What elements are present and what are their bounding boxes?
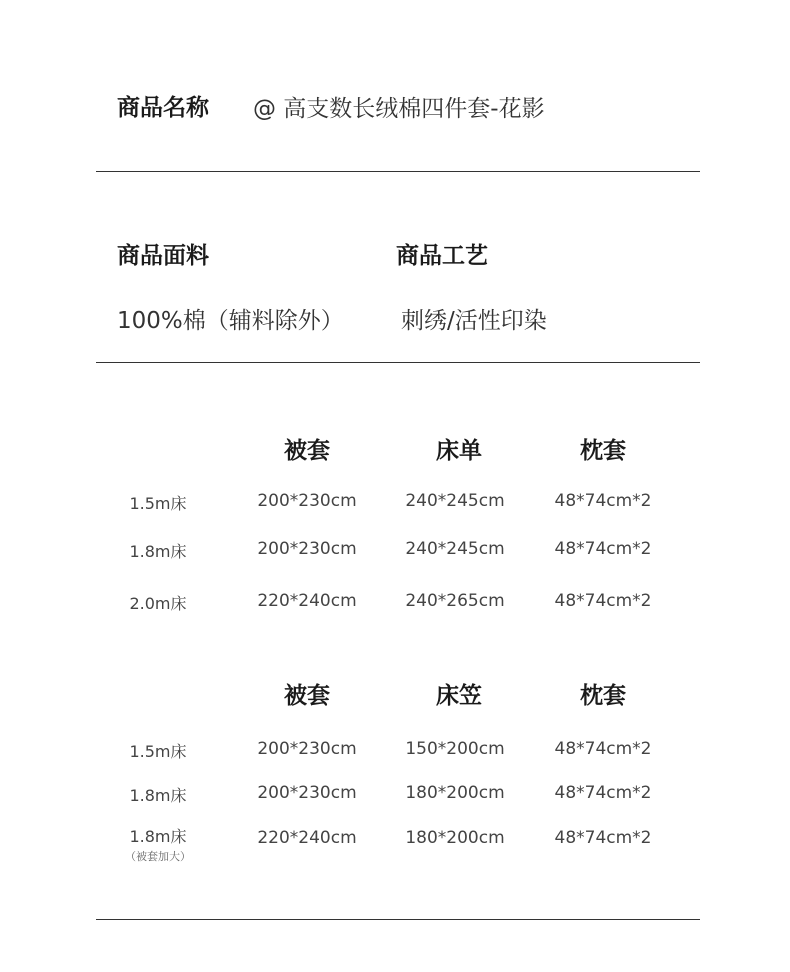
table-cell: 240*245cm	[405, 539, 505, 559]
table1-header-duvet: 被套	[284, 438, 330, 464]
table-cell: 200*230cm	[257, 491, 357, 511]
row-label: 2.0m床	[129, 594, 187, 613]
table-cell: 180*200cm	[405, 828, 505, 848]
table2-header-pillowcase: 枕套	[580, 683, 626, 709]
divider-top	[96, 171, 700, 172]
table-cell: 220*240cm	[257, 828, 357, 848]
table-cell: 48*74cm*2	[554, 539, 652, 559]
craft-value: 刺绣/活性印染	[401, 308, 547, 334]
table-cell: 200*230cm	[257, 539, 357, 559]
divider-bottom	[96, 919, 700, 920]
row-label: 1.8m床	[129, 786, 187, 805]
table-cell: 48*74cm*2	[554, 828, 652, 848]
material-value: 100%棉（辅料除外）	[117, 308, 344, 334]
row-note: （被套加大）	[125, 850, 191, 863]
divider-middle	[96, 362, 700, 363]
row-label: 1.5m床	[129, 742, 187, 761]
table-cell: 240*265cm	[405, 591, 505, 611]
table-cell: 150*200cm	[405, 739, 505, 759]
table-cell: 48*74cm*2	[554, 739, 652, 759]
table-cell: 48*74cm*2	[554, 783, 652, 803]
product-name-label: 商品名称	[117, 95, 209, 121]
row-label: 1.5m床	[129, 494, 187, 513]
table2-header-duvet: 被套	[284, 683, 330, 709]
table1-header-pillowcase: 枕套	[580, 438, 626, 464]
product-name-value: @ 高支数长绒棉四件套-花影	[253, 96, 545, 122]
row-label: 1.8m床	[129, 542, 187, 561]
material-label: 商品面料	[117, 243, 209, 269]
table2-header-fitted: 床笠	[436, 683, 482, 709]
table-cell: 48*74cm*2	[554, 591, 652, 611]
table-cell: 48*74cm*2	[554, 491, 652, 511]
table-cell: 200*230cm	[257, 783, 357, 803]
table-cell: 220*240cm	[257, 591, 357, 611]
table-cell: 180*200cm	[405, 783, 505, 803]
table-cell: 200*230cm	[257, 739, 357, 759]
table1-header-sheet: 床单	[436, 438, 482, 464]
row-label: 1.8m床	[129, 827, 187, 846]
craft-label: 商品工艺	[396, 243, 488, 269]
table-cell: 240*245cm	[405, 491, 505, 511]
